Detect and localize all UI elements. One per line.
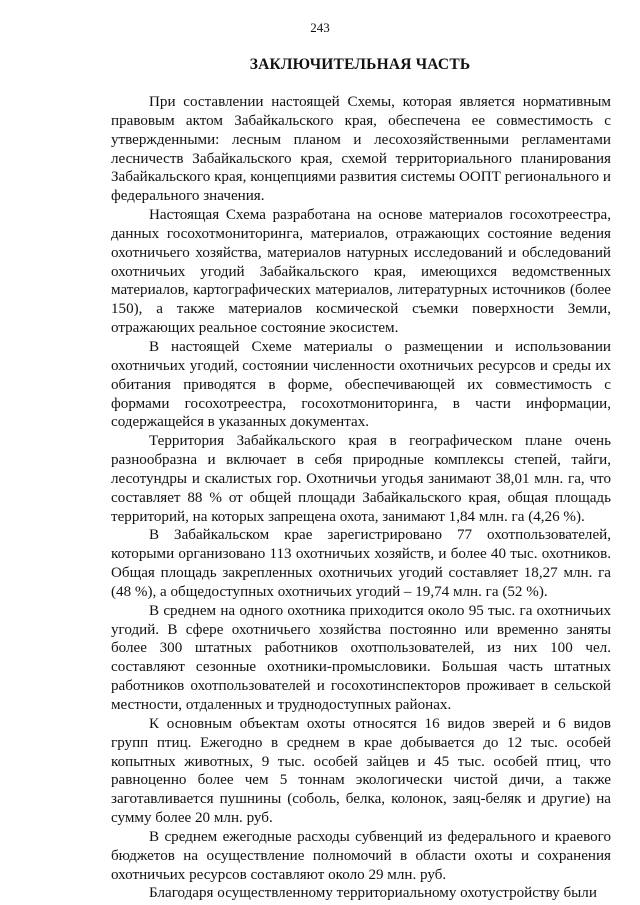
page-number: 243 xyxy=(310,20,330,35)
paragraph: В настоящей Схеме материалы о размещении и использовании охотничьих угодий, состоянии численности охотничьих ресурсов и среды их обитания приводятся в форме, обеспечивающей их совместимость с формами госохотреестра, госохотмониторинга, в части информации, содержащейся в указанных документах. xyxy=(111,338,611,431)
paragraph: К основным объектам охоты относятся 16 видов зверей и 6 видов групп птиц. Ежегодно в среднем в крае добывается до 12 тыс. особей копытных животных, 9 тыс. особей зайцев и 45 тыс. особей птиц, что равноценно более чем 5 тоннам экологически чистой дичи, а также заготавливается пушнины (соболь, белка, колонок, заяц-беляк и другие) на сумму более 20 млн. руб. xyxy=(111,715,611,827)
paragraph: В Забайкальском крае зарегистрировано 77 охотпользователей, которыми организовано 113 охотничьих хозяйств, и более 40 тыс. охотников. Общая площадь закрепленных охотничьих угодий составляет 18,27 млн. га (48 %), а общедоступных охотничьих угодий – 19,74 млн. га (52 %). xyxy=(111,527,611,600)
body-text xyxy=(111,93,611,903)
paragraph: В среднем на одного охотника приходится около 95 тыс. га охотничьих угодий. В сфере охотничьего хозяйства постоянно или временно заняты более 300 штатных работников охотпользователей, из них 100 чел. составляют сезонные охотники-промысловики. Большая часть штатных работников охотпользователей и госохотинспекторов проживает в сельской местности, отдаленных и труднодоступных районах. xyxy=(111,602,611,713)
paragraph: Благодаря осуществленному территориальному охотустройству были xyxy=(149,885,597,902)
paragraph: При составлении настоящей Схемы, которая является нормативным правовым актом Забайкальского края, обеспечена ее совместимость с утвержденными: лесным планом и лесохозяйственными регламентами лесничеств Забайкальского края, схемой территориального планирования Забайкальского края, концепциями развития системы ООПТ регионального и федерального значения. xyxy=(111,94,611,205)
paragraph: В среднем ежегодные расходы субвенций из федерального и краевого бюджетов на осуществление полномочий в области охоты и сохранения охотничьих ресурсов составляют около 29 млн. руб. xyxy=(111,828,611,883)
paragraph: Территория Забайкальского края в географическом плане очень разнообразна и включает в себя природные комплексы степей, тайги, лесотундры и скалистых гор. Охотничьи угодья занимают 38,01 млн. га, что составляет 88 % от общей площади Забайкальского края, общая площадь территорий, на которых запрещена охота, занимают 1,84 млн. га (4,26 %). xyxy=(111,433,611,525)
paragraph: Настоящая Схема разработана на основе материалов госохотреестра, данных госохотмониторинга, материалов, отражающих состояние ведения охотничьего хозяйства, материалов натурных исследований и обследований охотничьих угодий Забайкальского края, имеющихся ведомственных материалов, картографических материалов, литературных источников (более 150), а также материалов космической съемки поверхности Земли, отражающих реальное состояние экосистем. xyxy=(111,207,611,337)
section-title: ЗАКЛЮЧИТЕЛЬНАЯ ЧАСТЬ xyxy=(249,56,471,73)
